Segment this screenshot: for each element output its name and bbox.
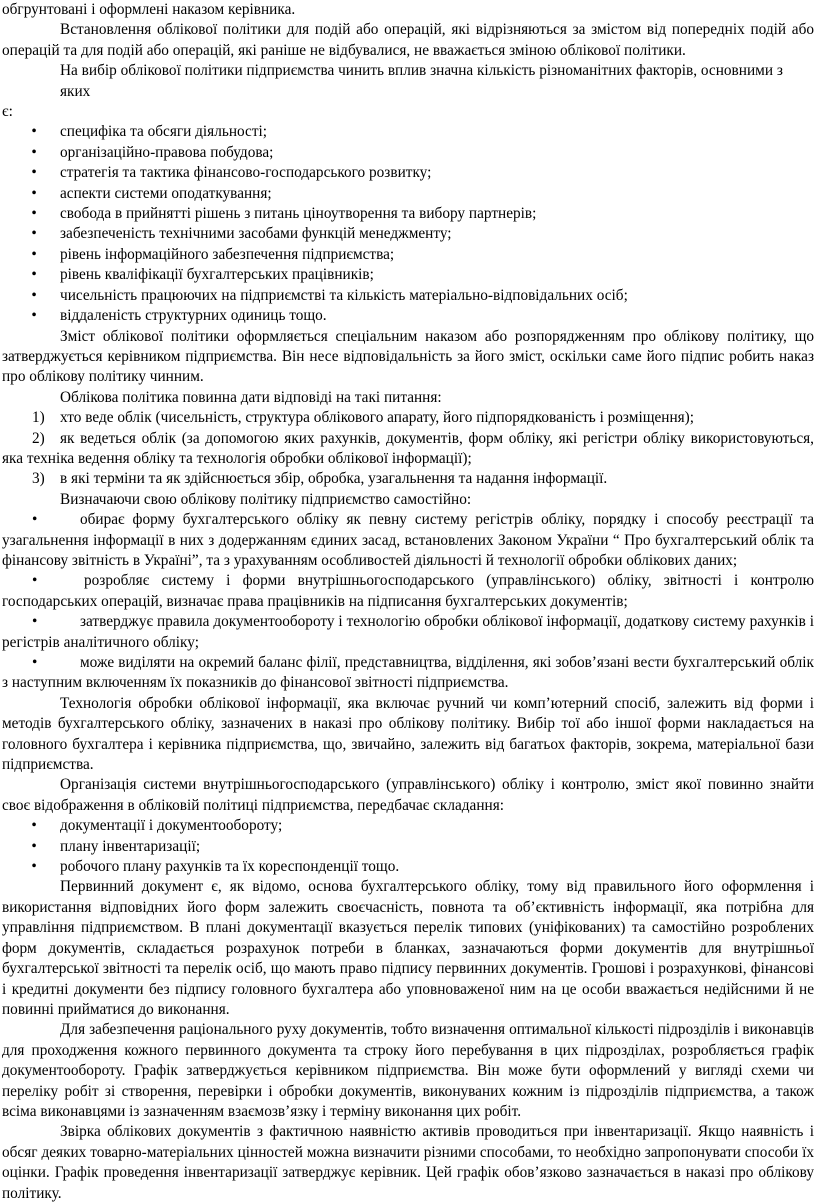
bullet-icon: • [31, 266, 37, 284]
bullet-icon: • [31, 286, 37, 304]
list-item: • документації і документообороту; [2, 816, 814, 836]
paragraph: Первинний документ є, як відомо, основа бухгалтерського обліку, тому від правильного його оформлення і використання відповідних його форм залежить своєчасність, повнота та об’єктивність інформації, яка потрібна для управління підприємством. В плані документації вказується перелік типових (уніфікованих) та самостійно розроблених форм документів, складається розрахунок потреби в бланках, зазначаються форми документів для внутрішньої бухгалтерської звітності та перелік осіб, що мають право підпису первинних документів. Грошові і розрахункові, фінансові і кредитні документи без підпису головного бухгалтера або уповноваженої ним на це особи вважається недійсними й не повинні прийматися до виконання. [2, 878, 814, 1018]
list-item: • специфіка та обсяги діяльності; [2, 122, 814, 142]
list-item: • може виділяти на окремий баланс філії, представництва, відділення, які зобов’язані вести бухгалтерський облік з наступним включенням їх показників до фінансової звітності підприємства. [2, 654, 814, 692]
bullet-icon: • [31, 307, 37, 325]
bullet-icon: • [32, 511, 38, 529]
bullet-icon: • [31, 205, 37, 223]
bullet-icon: • [31, 123, 37, 141]
paragraph: Організація системи внутрішньогосподарського (управлінського) обліку і контролю, зміст якої повинно знайти своє відображення в обліковій політиці підприємства, передбачає складання: [2, 776, 814, 814]
list-item: • організаційно-правова побудова; [2, 143, 814, 163]
list-item: • плану інвентаризації; [2, 837, 814, 857]
bullet-icon: • [31, 225, 37, 243]
bullet-icon: • [32, 613, 38, 631]
paragraph: Для забезпечення раціонального руху документів, тобто визначення оптимальної кількості підрозділів і виконавців для проходження кожного первинного документа та строку його перебування в цих підрозділах, розробляється графік документообороту. Графік затверджується керівником підприємства. Він може бути оформлений у вигляді схеми чи переліку робіт зі створення, перевірки і обробки документів, виконуваних кожним із підрозділів підприємства, а також всіма виконавцями із зазначенням взаємозв’язку і терміну виконання цих робіт. [2, 1021, 814, 1120]
list-item: • віддаленість структурних одиниць тощо. [2, 306, 814, 326]
list-item: • чисельність працюючих на підприємстві та кількість матеріально-відповідальних осіб; [2, 286, 814, 306]
list-item: • рівень кваліфікації бухгалтерських працівників; [2, 265, 814, 285]
list-item: • аспекти системи оподаткування; [2, 184, 814, 204]
bullet-icon: • [31, 245, 37, 263]
questions-list [2, 408, 814, 490]
list-item: 3) в які терміни та як здійснюється збір, обробка, узагальнення та надання інформації. [32, 470, 608, 488]
list-item: 1) хто веде облік (чисельність, структура облікового апарату, його підпорядкованість і розміщення); [32, 409, 695, 427]
bullet-icon: • [31, 858, 37, 876]
list-item: • затверджує правила документообороту і технологію обробки облікової інформації, додаткову систему рахунків і регістрів аналітичного обліку; [2, 613, 814, 651]
bullet-icon: • [32, 572, 38, 590]
list-item: • робочого плану рахунків та їх кореспонденції тощо. [2, 857, 814, 877]
list-item: • свобода в прийнятті рішень з питань ціноутворення та вибору партнерів; [2, 204, 814, 224]
paragraph: обгрунтовані і оформлені наказом керівника. [2, 1, 296, 18]
list-item: • стратегія та тактика фінансово-господарського розвитку; [2, 163, 814, 183]
factors-list [2, 122, 814, 326]
list-item: • розробляє систему і форми внутрішньогосподарського (управлінського) обліку, звітності і контролю господарських операцій, визначає права працівників на підписання бухгалтерських документів; [2, 572, 814, 610]
compose-list [2, 816, 814, 877]
bullet-icon: • [31, 817, 37, 835]
self-list [2, 510, 814, 694]
paragraph: На вибір облікової політики підприємства чинить вплив значна кількість різноманітних факторів, основними з яких [60, 62, 783, 100]
bullet-icon: • [31, 164, 37, 182]
paragraph: Зміст облікової політики оформляється спеціальним наказом або розпорядженням про облікову політику, що затверджується керівником підприємства. Він несе відповідальність за його зміст, оскільки саме його підпис робить наказ про облікову політику чинним. [2, 327, 814, 386]
bullet-icon: • [32, 654, 38, 671]
paragraph: Облікова політика повинна дати відповіді на такі питання: [60, 388, 442, 406]
paragraph: Встановлення облікової політики для подій або операцій, які відрізняються за змістом від попередніх подій або операцій та для подій або операцій, які раніше не відбувалися, не вважається зміною облікової політики. [2, 21, 814, 59]
list-item: 2) як ведеться облік (за допомогою яких рахунків, документів, форм обліку, які регістри обліку використовуються, яка техніка ведення обліку та технологія обробки облікової інформації); [2, 429, 814, 467]
paragraph: Звірка облікових документів з фактичною наявністю активів проводиться при інвентаризації. Якщо наявність і обсяг деяких товарно-матеріальних цінностей можна визначити різними способами, то необхідно запропонувати способи їх оцінки. Графік проведення інвентаризації затверджує керівник. Цей графік обов’язково зазначається в наказі про облікову політику. [2, 1123, 814, 1202]
bullet-icon: • [31, 143, 37, 161]
list-item: • обирає форму бухгалтерського обліку як певну систему регістрів обліку, порядку і способу реєстрації та узагальнення інформації в них з додержанням єдиних засад, встановлених Законом України “ Про бухгалтерський облік та фінансову звітність в Україні”, та з урахуванням особливостей діяльності й технології обробки облікових даних; [2, 511, 814, 569]
paragraph: є: [2, 103, 13, 121]
bullet-icon: • [31, 837, 37, 855]
paragraph: Визначаючи свою облікову політику підприємство самостійно: [60, 490, 472, 508]
paragraph: Технологія обробки облікової інформації, яка включає ручний чи комп’ютерний спосіб, залежить від форми і методів бухгалтерського обліку, зазначених в наказі про облікову політику. Вибір тої або іншої форми накладається на головного бухгалтера і керівника підприємства, що, звичайно, залежить від багатьох факторів, зокрема, матеріальної бази підприємства. [2, 694, 814, 774]
list-item: • рівень інформаційного забезпечення підприємства; [2, 245, 814, 265]
list-item: • забезпеченість технічними засобами функцій менеджменту; [2, 224, 814, 244]
bullet-icon: • [31, 184, 37, 202]
